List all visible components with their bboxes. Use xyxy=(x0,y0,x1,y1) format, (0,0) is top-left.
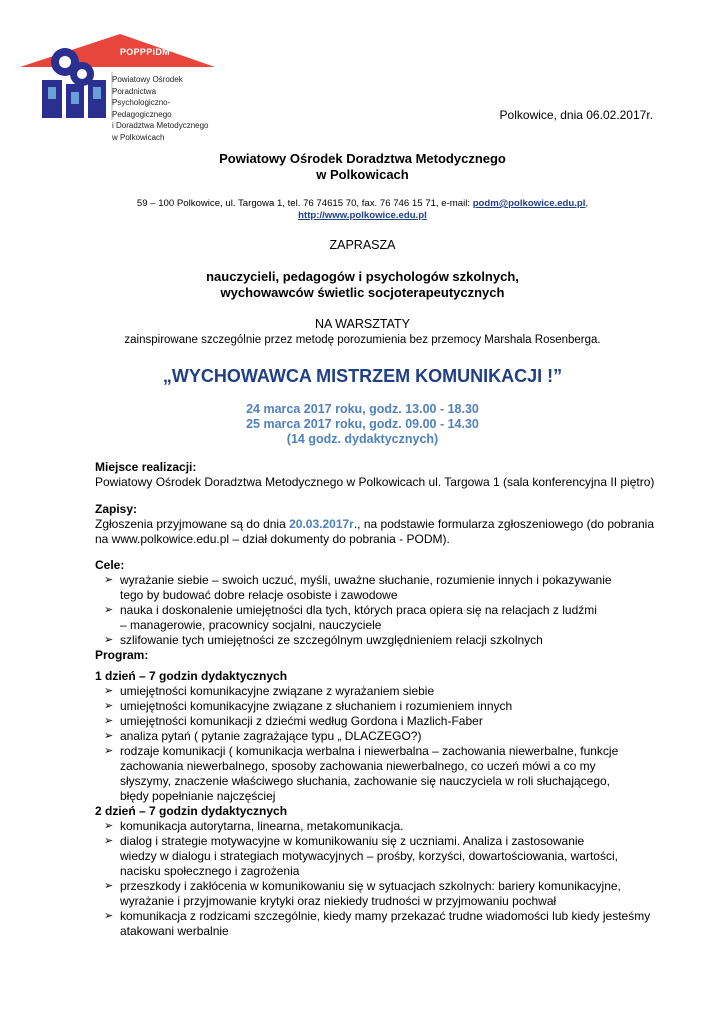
arrow-bullet-icon: ➢ xyxy=(104,910,114,922)
arrow-bullet-icon: ➢ xyxy=(104,685,114,697)
signup-section xyxy=(95,502,685,547)
list-item-text: wyrażanie i przyjmowanie krytyki oraz niekiedy trudności w przyjmowaniu pochwał xyxy=(120,894,557,908)
list-item-text: rodzaje komunikacji ( komunikacja werbalna i niewerbalna – zachowania niewerbalne, funkcje xyxy=(120,744,619,758)
list-item-text: przeszkody i zakłócenia w komunikowaniu się w sytuacjach szkolnych: bariery komunikacyjne, xyxy=(120,879,621,893)
workshop-title: „WYCHOWAWCA MISTRZEM KOMUNIKACJI !” xyxy=(162,366,563,386)
day1-list xyxy=(95,684,685,804)
list-item-text: dialog i strategie motywacyjne w komunikowaniu się z uczniami. Analiza i zastosowanie xyxy=(120,834,585,848)
arrow-bullet-icon: ➢ xyxy=(104,634,114,646)
list-item xyxy=(95,573,685,603)
list-item xyxy=(95,729,685,744)
email-link[interactable]: podm@polkowice.edu.pl xyxy=(472,198,586,209)
arrow-bullet-icon: ➢ xyxy=(104,715,114,727)
website-link[interactable]: http://www.polkowice.edu.pl xyxy=(298,210,427,221)
logo-line: w Polkowicach xyxy=(112,132,165,142)
venue-heading: Miejsce realizacji: xyxy=(95,460,197,474)
list-item-text: nacisku społecznego i zagrożenia xyxy=(120,864,300,878)
list-item-text: nauka i doskonalenie umiejętności dla tych, których praca opiera się na relacjach z ludźmi xyxy=(120,603,597,617)
list-item xyxy=(95,633,685,648)
workshop-intro xyxy=(0,316,725,348)
arrow-bullet-icon: ➢ xyxy=(104,730,114,742)
list-item xyxy=(95,699,685,714)
signup-text: ., na podstawie formularza zgłoszeniowego (do pobrania xyxy=(353,517,655,531)
day2-heading: 2 dzień – 7 godzin dydaktycznych xyxy=(95,804,288,818)
list-item-text: analiza pytań ( pytanie zagrażające typu „ DLACZEGO?) xyxy=(120,729,422,743)
hours-line: (14 godz. dydaktycznych) xyxy=(286,432,439,446)
list-item-text: umiejętności komunikacyjne związane z słuchaniem i rozumieniem innych xyxy=(120,699,513,713)
date-line: 25 marca 2017 roku, godz. 09.00 - 14.30 xyxy=(246,417,479,431)
goals-list xyxy=(95,573,685,648)
list-item-text: umiejętności komunikacyjne związane z wyrażaniem siebie xyxy=(120,684,435,698)
logo-line: i Doradztwa Metodycznego xyxy=(112,121,209,130)
logo-brand: POPPPiDM xyxy=(120,47,170,57)
arrow-bullet-icon: ➢ xyxy=(104,745,114,757)
signup-text: na www.polkowice.edu.pl – dział dokumenty do pobrania - PODM). xyxy=(95,532,450,546)
goals-section xyxy=(95,558,685,663)
logo-caption xyxy=(112,74,215,143)
letter-date: Polkowice, dnia 06.02.2017r. xyxy=(499,108,653,122)
arrow-bullet-icon: ➢ xyxy=(104,574,114,586)
list-item xyxy=(95,603,685,633)
list-item xyxy=(95,744,685,804)
list-item-text: komunikacja autorytarna, linearna, metakomunikacja. xyxy=(120,819,404,833)
list-item xyxy=(95,834,685,879)
arrow-bullet-icon: ➢ xyxy=(104,820,114,832)
address-text: 59 – 100 Polkowice, ul. Targowa 1, tel. 76 74615 70, fax. 76 746 15 71, e-mail: xyxy=(136,198,473,209)
signup-heading: Zapisy: xyxy=(95,502,138,516)
venue-section xyxy=(95,460,685,490)
list-item-text: tego by budować dobre relacje osobiste i zawodowe xyxy=(120,588,398,602)
day1-heading: 1 dzień – 7 godzin dydaktycznych xyxy=(95,669,288,683)
list-item-text: zachowania niewerbalnego, sposoby zachowania niewerbalnego, co uczeń mówi a co my xyxy=(120,759,596,773)
list-item-text: szlifowanie tych umiejętności ze szczególnym uwzględnieniem relacji szkolnych xyxy=(120,633,543,647)
workshop-description: zainspirowane szczególnie przez metodę porozumienia bez przemocy Marshala Rosenberga. xyxy=(124,334,601,346)
signup-deadline: 20.03.2017r xyxy=(289,517,354,531)
address-comma: , xyxy=(585,198,589,209)
list-item xyxy=(95,684,685,699)
organization-name xyxy=(0,151,725,183)
list-item-text: błędy popełnianie najczęściej xyxy=(120,789,276,803)
signup-text: Zgłoszenia przyjmowane są do dnia xyxy=(95,517,290,531)
logo-line: Powiatowy Ośrodek Poradnictwa xyxy=(112,75,183,96)
invite-heading: ZAPRASZA xyxy=(329,238,396,252)
list-item-text: wiedzy w dialogu i strategiach motywacyjnych – prośby, korzyści, dowartościowania, wartości, xyxy=(120,849,618,863)
list-item-text: wyrażanie siebie – swoich uczuć, myśli, uważne słuchanie, rozumienie innych i pokazywanie xyxy=(120,573,612,587)
date-line: 24 marca 2017 roku, godz. 13.00 - 18.30 xyxy=(246,402,479,416)
arrow-bullet-icon: ➢ xyxy=(104,835,114,847)
org-line: w Polkowicach xyxy=(316,167,409,182)
list-item-text: – managerowie, pracownicy socjalni, nauczyciele xyxy=(120,618,382,632)
list-item-text: atakowani werbalnie xyxy=(120,924,229,938)
audience xyxy=(0,269,725,301)
program-day1 xyxy=(95,669,685,939)
list-item xyxy=(95,819,685,834)
org-line: Powiatowy Ośrodek Doradztwa Metodycznego xyxy=(219,151,506,166)
workshop-label: NA WARSZTATY xyxy=(315,317,410,331)
organization-address xyxy=(0,198,725,222)
arrow-bullet-icon: ➢ xyxy=(104,880,114,892)
list-item-text: komunikacja z rodzicami szczególnie, kiedy mamy przekazać trudne wiadomości lub kiedy jesteśmy xyxy=(120,909,651,923)
day2-list xyxy=(95,819,685,939)
workshop-dates xyxy=(0,402,725,447)
arrow-bullet-icon: ➢ xyxy=(104,604,114,616)
logo-line: Psychologiczno-Pedagogicznego xyxy=(112,98,172,119)
list-item xyxy=(95,909,685,939)
audience-line: nauczycieli, pedagogów i psychologów szkolnych, xyxy=(206,269,519,284)
arrow-bullet-icon: ➢ xyxy=(104,700,114,712)
goals-heading: Cele: xyxy=(95,558,125,572)
venue-text: Powiatowy Ośrodek Doradztwa Metodycznego w Polkowicach ul. Targowa 1 (sala konferencyjna II piętro) xyxy=(95,475,655,489)
list-item xyxy=(95,879,685,909)
list-item-text: słyszymy, znaczenie właściwego słuchania, zachowanie się nauczyciela w roli słuchającego, xyxy=(120,774,611,788)
audience-line: wychowawców świetlic socjoterapeutycznych xyxy=(220,285,505,300)
program-heading: Program: xyxy=(95,648,149,662)
list-item xyxy=(95,714,685,729)
podm-logo xyxy=(20,32,215,142)
list-item-text: umiejętności komunikacji z dziećmi według Gordona i Mazlich-Faber xyxy=(120,714,483,728)
